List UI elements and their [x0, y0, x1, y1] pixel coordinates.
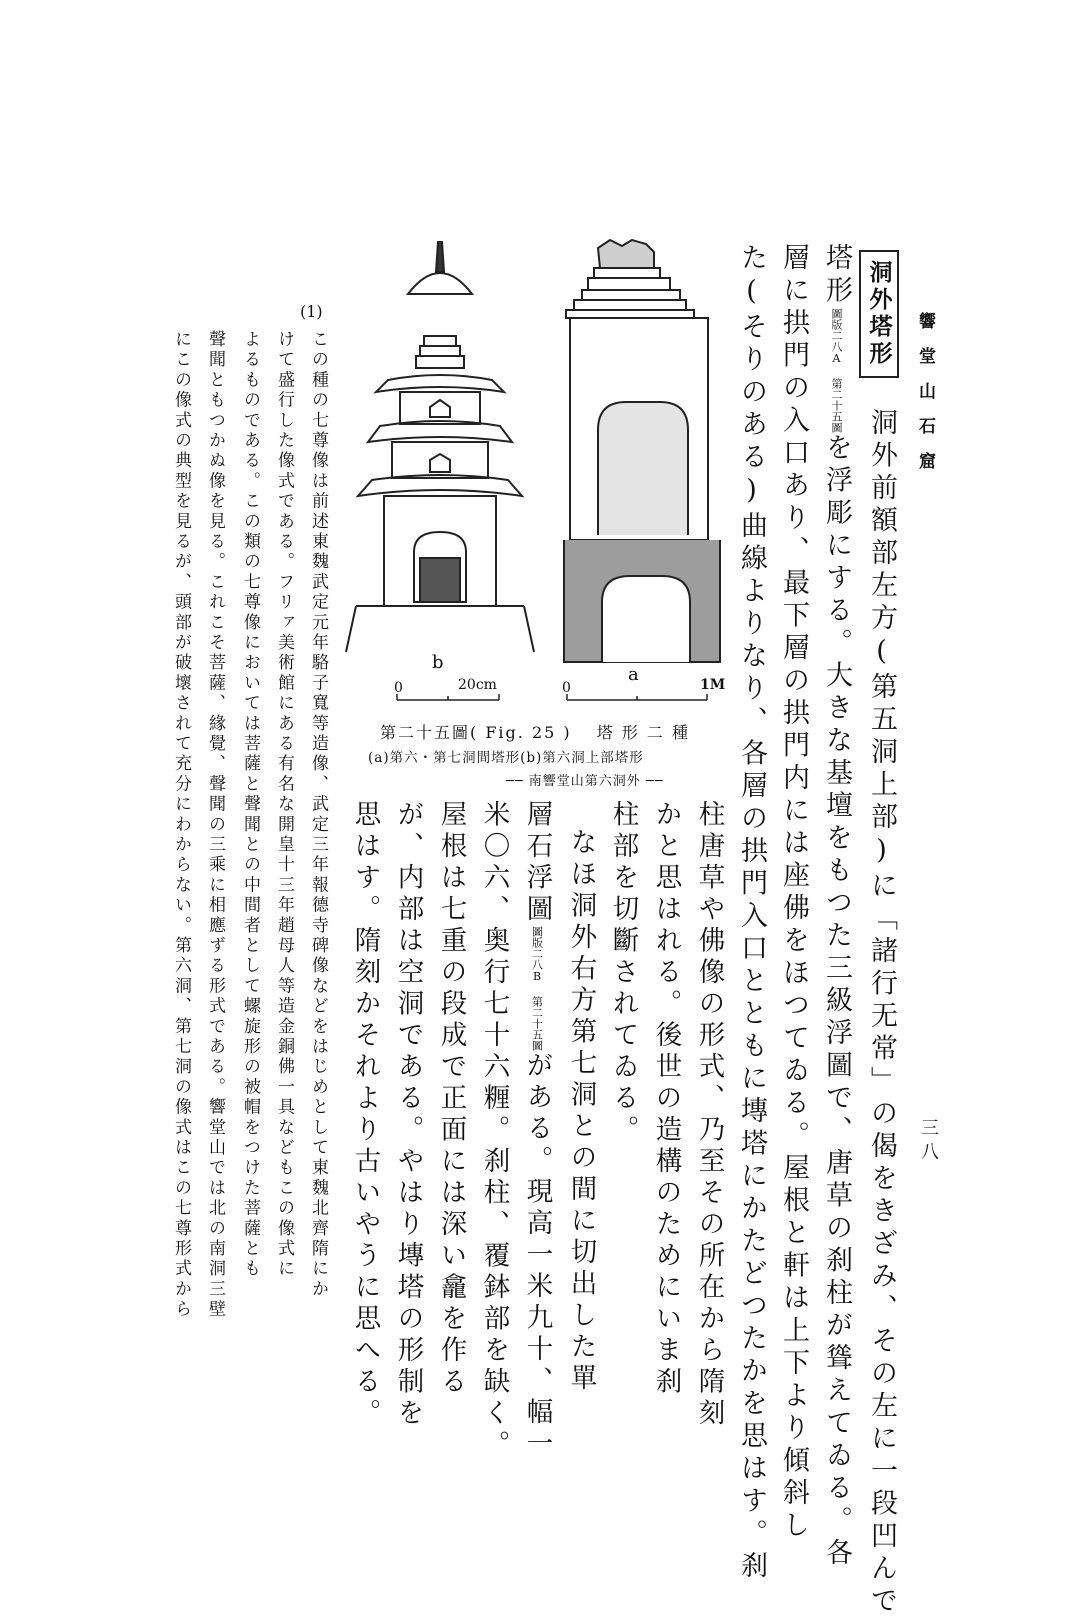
figure-label-a: a: [628, 664, 639, 685]
figure-pagoda-a: [550, 230, 730, 670]
lower-column-9-text: 思はす。隋刻かそれより古いやうに思へる。: [349, 800, 381, 1430]
main-column-2-ref: 圖版二八A 第二十五圖: [830, 308, 843, 433]
footnote-column-5: にこの像式の典型を見るが、頭部が破壞されて充分にわからない。第六洞、第七洞の像式はこの七尊形式から: [171, 330, 191, 1320]
main-column-2-text: 塔形: [821, 243, 852, 308]
lower-column-5-ref: 圖版二八B 第二十五圖: [530, 926, 544, 1051]
lower-column-1: [693, 800, 725, 1430]
lower-column-3-text: 柱部を切斷されてゐる。: [607, 800, 639, 1147]
lower-column-8-text: が、内部は空洞である。やはり塼塔の形制を: [392, 800, 424, 1430]
scale-b-start: 0: [394, 680, 403, 696]
lower-column-9: [349, 800, 381, 1430]
lower-column-6-text: 米〇六、奥行七十六糎。刹柱、覆鉢部を缺く。: [478, 800, 510, 1462]
figure-pagoda-b: [340, 232, 540, 662]
lower-column-2: [650, 800, 682, 1399]
lower-column-4-text: なほ洞外右方第七洞との間に切出した單: [565, 828, 597, 1395]
lower-column-4: [565, 828, 597, 1395]
lower-column-8: [392, 800, 424, 1430]
main-column-3-text: 層に拱門の入口あり、最下層の拱門内には座佛をほつてゐる。屋根と軒は上下より傾斜し: [778, 243, 809, 1543]
main-column-2-text-cont: を浮彫にする。大きな基壇をもつた三級浮圖で、唐草の刹柱が聳えてゐる。各: [821, 433, 852, 1571]
figure-caption-title: 第二十五圖( Fig. 25 ) 塔 形 二 種: [380, 723, 690, 742]
page-number: 三八: [918, 1118, 939, 1166]
lower-column-7-text: 屋根は七重の段成で正面には深い龕を作る: [435, 800, 467, 1399]
footnote-column-1: この種の七尊像は前述東魏武定元年駱子寬等造像、武定三年報德寺碑像などをはじめとして東魏北齊隋にか: [308, 330, 328, 1300]
main-column-2: [823, 243, 850, 1571]
figure-caption-location: ── 南響堂山第六洞外 ──: [506, 774, 664, 789]
scale-a-start: 0: [562, 680, 571, 696]
main-column-4: [738, 243, 765, 1584]
lower-column-1-text: 柱唐草や佛像の形式、乃至その所在から隋刻: [693, 800, 725, 1430]
main-column-3: [780, 243, 807, 1543]
figure-label-b: b: [432, 652, 444, 673]
figure-caption-subtitle: (a)第六・第七洞間塔形(b)第六洞上部塔形: [368, 750, 644, 766]
footnote-column-4: 聲聞ともつかぬ像を見る。これこそ菩薩、緣覺、聲聞の三乘に相應ずる形式である。響堂山では北の南洞三壁: [205, 330, 225, 1320]
footnote-column-3: よるものである。この類の七尊像においては菩薩と聲聞との中間者として螺旋形の被帽をつけた菩薩とも: [240, 330, 260, 1280]
lower-column-5-text-cont: がある。現高一米九十、幅一: [521, 1051, 553, 1461]
scale-b-end: 20cm: [458, 677, 497, 693]
scale-a-end: 1M: [700, 677, 726, 693]
lower-column-5: [521, 800, 553, 1461]
running-head: 響堂山石窟: [915, 312, 935, 487]
section-title: 洞外塔形: [859, 250, 899, 378]
main-column-1: [868, 408, 895, 1619]
lower-column-2-text: かと思はれる。後世の造構のためにいま刹: [650, 800, 682, 1399]
main-column-1-text: 洞外前額部左方(第五洞上部)に「諸行无常」の偈をきざみ、その左に一段凹んで: [866, 408, 897, 1619]
scale-bar-a: [562, 690, 712, 704]
lower-column-3: [607, 800, 639, 1147]
footnote-column-2: けて盛行した像式である。フリァ美術館にある有名な開皇十三年趙母人等造金銅佛一具などもこの像式に: [274, 330, 294, 1280]
footnote-mark: (1): [300, 302, 323, 321]
lower-column-6: [478, 800, 510, 1462]
main-column-4-text: た(そりのある)曲線よりなり、各層の拱門入口とともに塼塔にかたどつたかを思はす。刹: [736, 243, 767, 1584]
lower-column-5-text: 層石浮圖: [521, 800, 553, 926]
lower-column-7: [435, 800, 467, 1399]
